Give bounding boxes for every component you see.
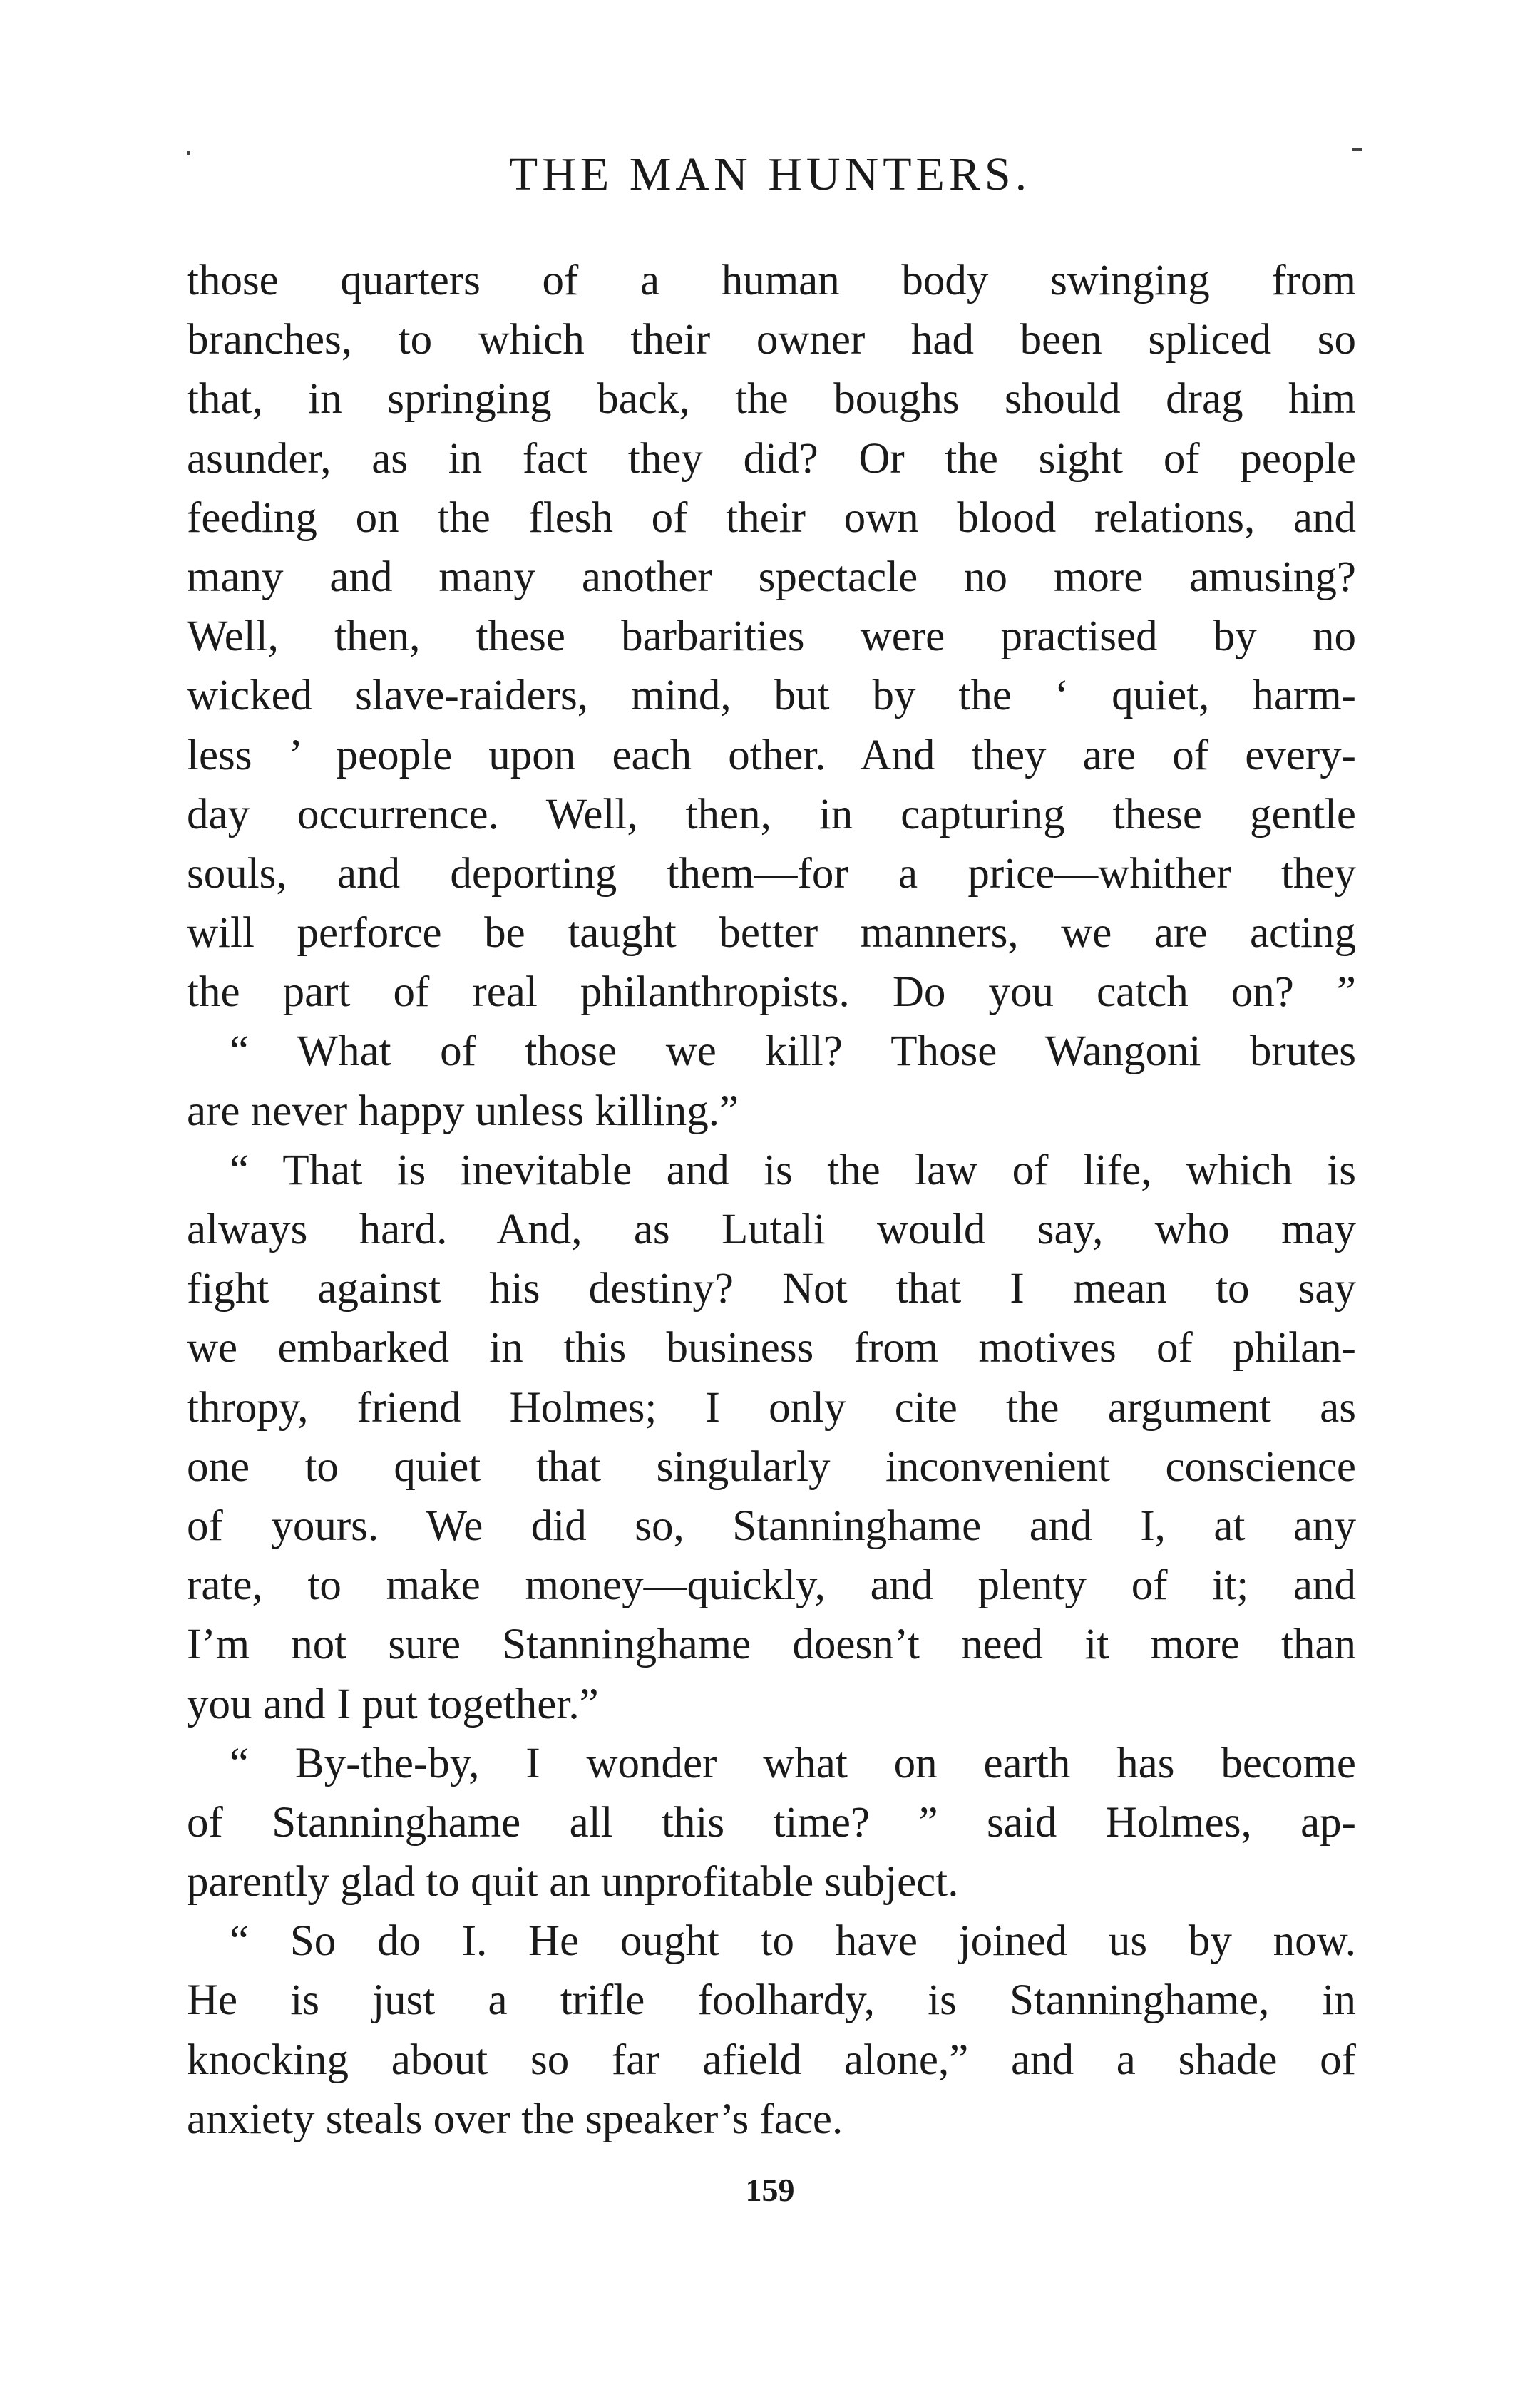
text-line: the part of real philanthropists. Do you catch on? ” — [187, 968, 1356, 1017]
text-line: “ What of those we kill? Those Wangoni brutes — [230, 1027, 1356, 1076]
text-line: fight against his destiny? Not that I mean to say — [187, 1265, 1356, 1313]
text-line: parently glad to quit an unprofitable subject. — [187, 1858, 959, 1906]
running-head: THE MAN HUNTERS. — [508, 148, 1032, 200]
text-line: Well, then, these barbarities were practised by no — [187, 612, 1356, 661]
text-line: of Stanninghame all this time? ” said Holmes, ap- — [187, 1798, 1356, 1847]
text-line: many and many another spectacle no more amusing? — [187, 553, 1356, 601]
text-line: asunder, as in fact they did? Or the sight of people — [187, 434, 1356, 483]
text-line: we embarked in this business from motives of philan- — [187, 1324, 1356, 1372]
text-line: branches, to which their owner had been spliced so — [187, 316, 1356, 364]
text-line: I’m not sure Stanninghame doesn’t need it more than — [187, 1621, 1356, 1669]
text-line: those quarters of a human body swinging from — [187, 257, 1356, 304]
text-line: less ’ people upon each other. And they are of every- — [187, 731, 1356, 779]
text-line: “ So do I. He ought to have joined us by now. — [230, 1917, 1356, 1966]
text-line: He is just a trifle foolhardy, is Stanninghame, in — [187, 1976, 1356, 2025]
text-line: of yours. We did so, Stanninghame and I, at any — [187, 1502, 1356, 1550]
text-line: “ By-the-by, I wonder what on earth has become — [230, 1739, 1356, 1787]
text-line: feeding on the flesh of their own blood relations, and — [187, 493, 1356, 542]
text-line: thropy, friend Holmes; I only cite the argument as — [187, 1383, 1356, 1432]
text-line: one to quiet that singularly inconvenient conscience — [187, 1442, 1356, 1491]
text-line: rate, to make money—quickly, and plenty of it; and — [187, 1561, 1356, 1610]
text-line: always hard. And, as Lutali would say, who may — [187, 1206, 1356, 1253]
text-line: knocking about so far afield alone,” and a shade of — [187, 2036, 1356, 2084]
text-line: wicked slave-raiders, mind, but by the ‘ quiet, harm- — [187, 672, 1356, 720]
body-text — [187, 251, 1356, 2149]
text-line: souls, and deporting them—for a price—whither they — [187, 849, 1356, 898]
text-line: day occurrence. Well, then, in capturing these gentle — [187, 790, 1356, 838]
page-number: 159 — [745, 2172, 795, 2208]
text-line: anxiety steals over the speaker’s face. — [187, 2095, 843, 2143]
text-line: “ That is inevitable and is the law of life, which is — [230, 1146, 1356, 1194]
text-line: you and I put together.” — [187, 1680, 599, 1728]
text-line: that, in springing back, the boughs should drag him — [187, 375, 1356, 424]
text-line: will perforce be taught better manners, we are acting — [187, 909, 1356, 958]
text-line: are never happy unless killing.” — [187, 1087, 739, 1135]
